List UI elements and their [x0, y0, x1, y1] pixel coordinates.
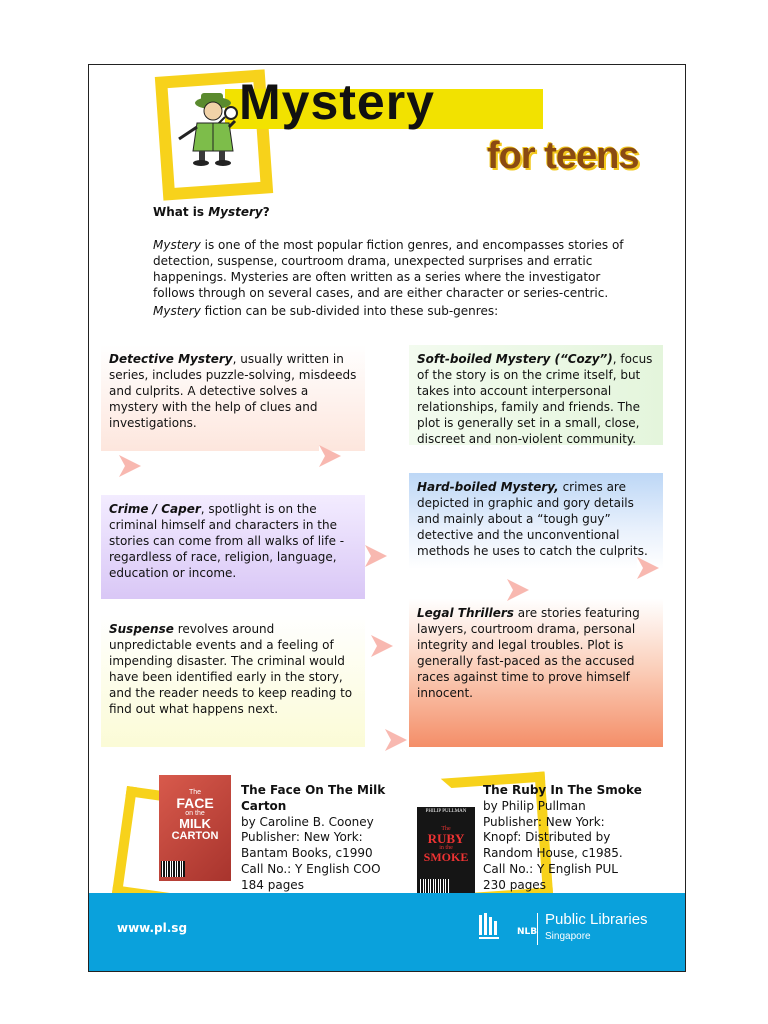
intro-paragraph: Mystery is one of the most popular fiction genres, and encompasses stories of detection, suspense, courtroom drama, unexpected surprises and erratic happenings. Mysteries are often written as a series where the investigator follows through on several cases, and are either character or series-centric. [153, 238, 624, 300]
subgenre-soft-boiled: Soft-boiled Mystery (“Cozy”), focus of the story is on the crime itself, but takes into account interpersonal relationships, family and friends. The plot is generally set in a small, close, discreet and non-violent community. [409, 345, 663, 445]
book2-barcode [419, 879, 449, 893]
footer-bar [89, 893, 685, 971]
subgenre-crime-caper: Crime / Caper, spotlight is on the criminal himself and characters in the stories can come from all walks of life - regardless of race, religion, language, education or income. [101, 495, 365, 599]
book1-details: The Face On The Milk Carton by Caroline B. Cooney Publisher: New York: Bantam Books, c1990 Call No.: Y English COO 184 pages [241, 783, 386, 892]
chevron-arrow-icon [637, 557, 659, 579]
nlb-logo-icon [477, 911, 517, 943]
detective-figure-icon [173, 87, 251, 167]
chevron-arrow-icon [385, 729, 407, 751]
website-link[interactable]: www.pl.sg [117, 921, 188, 935]
chevron-arrow-icon [365, 545, 387, 567]
chevron-arrow-icon [507, 579, 529, 601]
page-title: Mystery [239, 74, 435, 130]
chevron-arrow-icon [319, 445, 341, 467]
library-country: Singapore [545, 931, 591, 942]
subgenre-detective: Detective Mystery, usually written in series, includes puzzle-solving, misdeeds and culprits. A detective solves a mystery with the help of clues and investigations. [101, 345, 365, 451]
book2-cover: PHILIP PULLMAN The RUBY in the SMOKE [417, 807, 475, 905]
book1-cover: The FACE on the MILK CARTON [159, 775, 231, 881]
subgenre-hard-boiled: Hard-boiled Mystery, crimes are depicted in graphic and gory details and mainly about a “tough guy” detective and the unconventional methods he uses to catch the culprits. [409, 473, 663, 569]
chevron-arrow-icon [119, 455, 141, 477]
nlb-label: NLB [517, 927, 538, 937]
book1-barcode [161, 861, 185, 877]
book2-details: The Ruby In The Smoke by Philip Pullman Publisher: New York: Knopf: Distributed by Random House, c1985. Call No.: Y English PUL 230 pages [483, 783, 642, 892]
page-subtitle: for teens [487, 135, 639, 177]
intro-subdivision: Mystery fiction can be sub-divided into these sub-genres: [153, 304, 499, 318]
chevron-arrow-icon [371, 635, 393, 657]
library-name: Public Libraries [545, 911, 648, 928]
intro-heading: What is Mystery? [153, 205, 270, 219]
subgenre-suspense: Suspense revolves around unpredictable events and a feeling of impending disaster. The criminal would have been identified early in the story, and the reader needs to keep reading to find out what happens next. [101, 615, 365, 747]
logo-divider [537, 913, 538, 945]
flyer-page [88, 64, 686, 972]
subgenre-legal-thrillers: Legal Thrillers are stories featuring lawyers, courtroom drama, personal integrity and legal troubles. Plot is generally fast-paced as the accused races against time to prove himself innocent. [409, 599, 663, 747]
